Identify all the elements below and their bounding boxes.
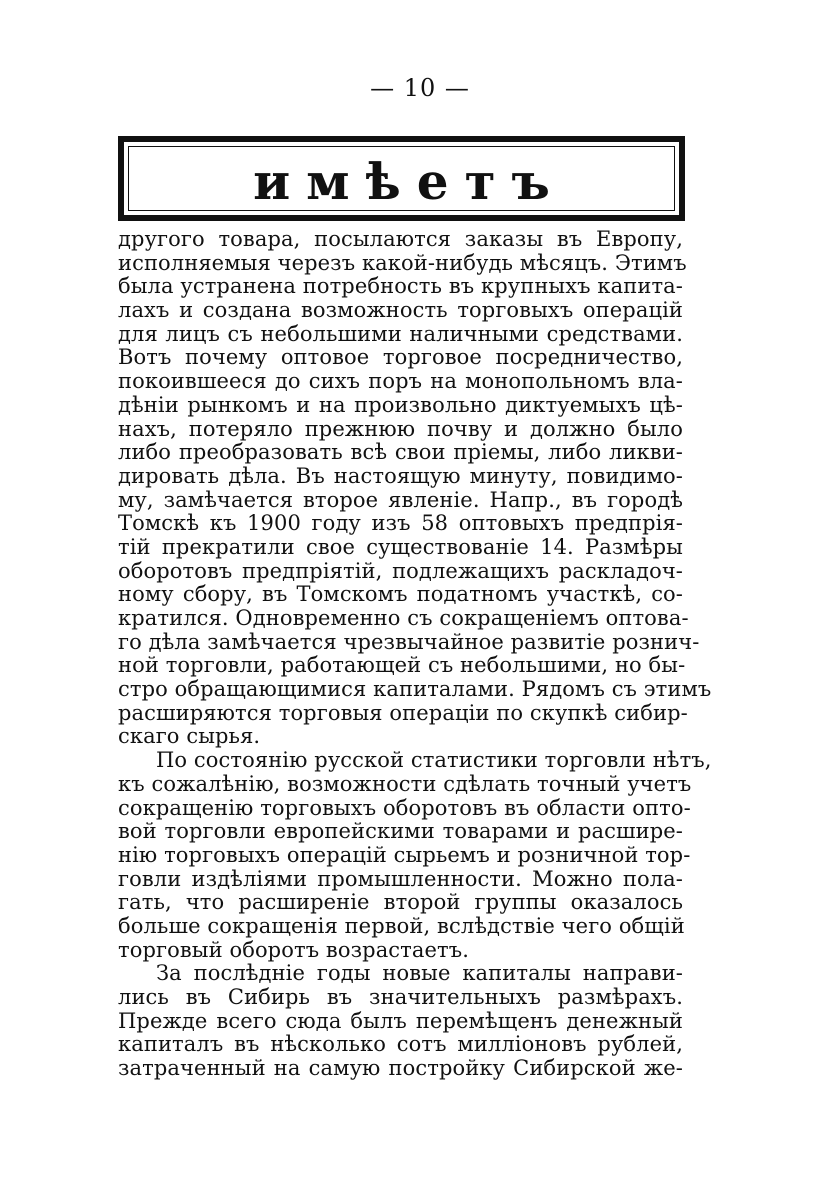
paragraph-3: [118, 962, 683, 1080]
text-line: По состоянію русской статистики торговли нѣтъ,: [156, 748, 712, 773]
text-line: ному сбору, въ Томскомъ податномъ участкѣ, со-: [118, 582, 683, 607]
header-frame: [118, 136, 685, 221]
text-line: го дѣла замѣчается чрезвычайное развитіе рознич-: [118, 629, 700, 654]
text-line: была устранена потребность въ крупныхъ капита-: [118, 274, 683, 299]
text-line: стро обращающимися капиталами. Рядомъ съ этимъ: [118, 677, 712, 702]
text-line: торговый оборотъ возрастаетъ.: [118, 937, 469, 962]
text-line: ной торговли, работающей съ небольшими, но бы-: [118, 653, 686, 678]
text-line: покоившееся до сихъ поръ на монопольномъ вла-: [118, 369, 683, 394]
text-line: гать, что расширеніе второй группы оказалось: [118, 890, 683, 915]
paragraph-1: [118, 227, 712, 749]
text-line: вой торговли европейскими товарами и расшире-: [118, 819, 683, 844]
paragraph-2: [118, 748, 712, 962]
text-line: му, замѣчается второе явленіе. Напр., въ городѣ: [118, 487, 683, 512]
text-line: другого товара, посылаются заказы въ Европу,: [118, 227, 683, 251]
text-line: сокращенію торговыхъ оборотовъ въ области опто-: [118, 795, 691, 820]
text-line: скаго сырья.: [118, 724, 261, 749]
text-line: расширяются торговыя операціи по скупкѣ сибир-: [118, 700, 688, 725]
text-line: затраченный на самую постройку Сибирской же-: [118, 1056, 683, 1081]
text-line: кратился. Одновременно съ сокращеніемъ оптова-: [118, 606, 689, 630]
text-line: къ сожалѣнію, возможности сдѣлать точный учетъ: [118, 771, 692, 796]
text-line: капиталъ въ нѣсколько сотъ милліоновъ рублей,: [118, 1032, 683, 1057]
text-line: За послѣдніе годы новые капиталы направи-: [156, 961, 683, 986]
text-line: нахъ, потеряло прежнюю почву и должно было: [118, 416, 683, 441]
text-line: для лицъ съ небольшими наличными средствами.: [118, 321, 683, 346]
text-line: оборотовъ предпріятій, подлежащихъ раскладоч-: [118, 558, 683, 583]
text-line: дировать дѣла. Въ настоящую минуту, повидимо-: [118, 463, 683, 488]
text-line: больше сокращенія первой, вслѣдствіе чего общій: [118, 913, 685, 938]
text-line: Вотъ почему оптовое торговое посредничество,: [118, 345, 683, 370]
text-line: Прежде всего сюда былъ перемѣщенъ денежный: [118, 1008, 683, 1033]
text-line: лись въ Сибирь въ значительныхъ размѣрахъ.: [118, 985, 683, 1009]
page-number: — 10 —: [370, 74, 470, 102]
text-line: тій прекратили свое существованіе 14. Размѣры: [118, 534, 683, 559]
text-line: лахъ и создана возможность торговыхъ операцій: [118, 298, 683, 323]
body-text: [118, 227, 712, 1081]
text-line: исполняемыя черезъ какой-нибудь мѣсяцъ. Этимъ: [118, 250, 687, 275]
header-inner-border: [128, 146, 675, 211]
text-line: либо преобразовать всѣ свои пріемы, либо ликви-: [118, 440, 683, 465]
text-line: нію торговыхъ операцій сырьемъ и розничной тор-: [118, 842, 691, 867]
text-line: дѣніи рынкомъ и на произвольно диктуемыхъ цѣ-: [118, 392, 683, 417]
text-line: говли издѣліями промышленности. Можно пола-: [118, 866, 683, 891]
header-title: имѣетъ: [253, 151, 566, 211]
text-line: Томскѣ къ 1900 году изъ 58 оптовыхъ предпрія-: [118, 511, 683, 536]
